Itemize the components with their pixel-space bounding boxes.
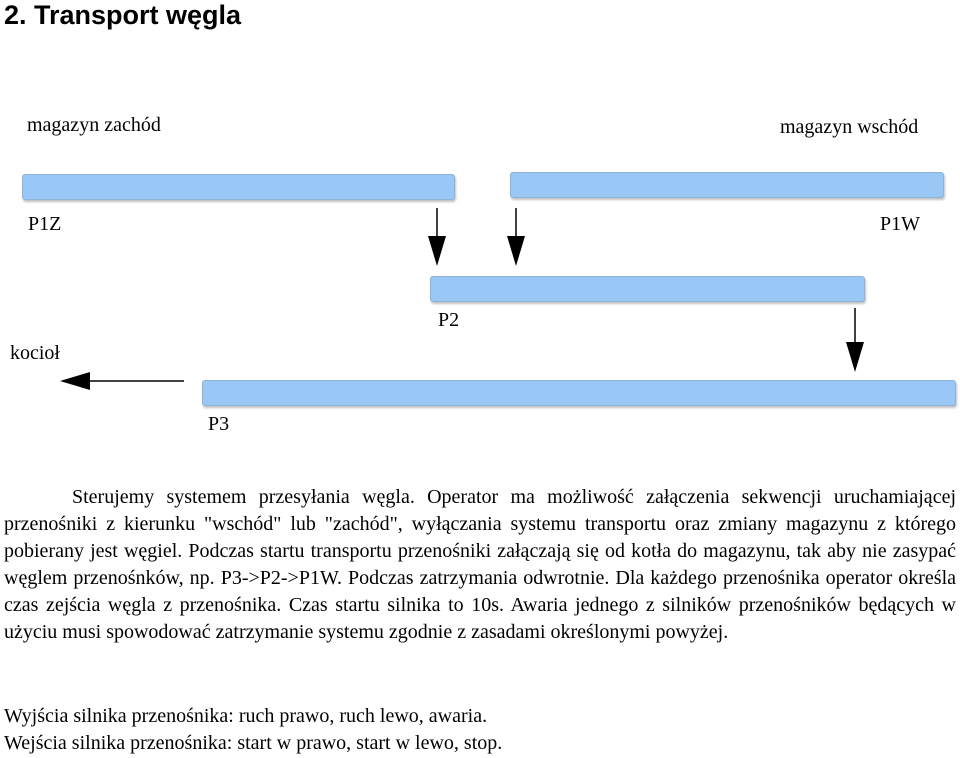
motor-inputs-line: Wejścia silnika przenośnika: start w prawo, start w lewo, stop. [4, 732, 503, 754]
description-paragraph: Sterujemy systemem przesyłania węgla. Operator ma możliwość załączenia sekwencji uruchamiającej przenośniki z kierunku "wschód" lub "zachód", wyłączania systemu transportu oraz zmiany magazynu z którego pobierany jest węgiel. Podczas startu transportu przenośniki załączają się od kotła do magazynu, tak aby nie zasypać węglem przenośnków, np. P3->P2->P1W. Podczas zatrzymania odwrotnie. Dla każdego przenośnika operator określa czas zejścia węgla z przenośnika. Czas startu silnika to 10s. Awaria jednego z silników przenośników będących w użyciu musi spowodować zatrzymanie systemu zgodnie z zasadami określonymi powyżej. [4, 486, 956, 643]
conveyor-p1w-label: P1W [880, 213, 920, 235]
motor-outputs-line: Wyjścia silnika przenośnika: ruch prawo, ruch lewo, awaria. [4, 705, 488, 727]
down-arrow-p1z-to-p2 [428, 208, 446, 266]
left-arrow-to-boiler [60, 372, 184, 390]
warehouse-west-label: magazyn zachód [27, 114, 161, 136]
conveyor-p2-label: P2 [438, 309, 460, 331]
down-arrow-p2-to-p3 [846, 308, 864, 372]
down-arrow-p1w-to-p2 [507, 208, 525, 266]
boiler-label: kocioł [10, 342, 60, 364]
conveyor-p3-label: P3 [208, 413, 230, 435]
warehouse-east-label: magazyn wschód [780, 116, 919, 138]
conveyor-p1z-label: P1Z [28, 213, 62, 235]
page-title: 2. Transport węgla [4, 0, 242, 30]
